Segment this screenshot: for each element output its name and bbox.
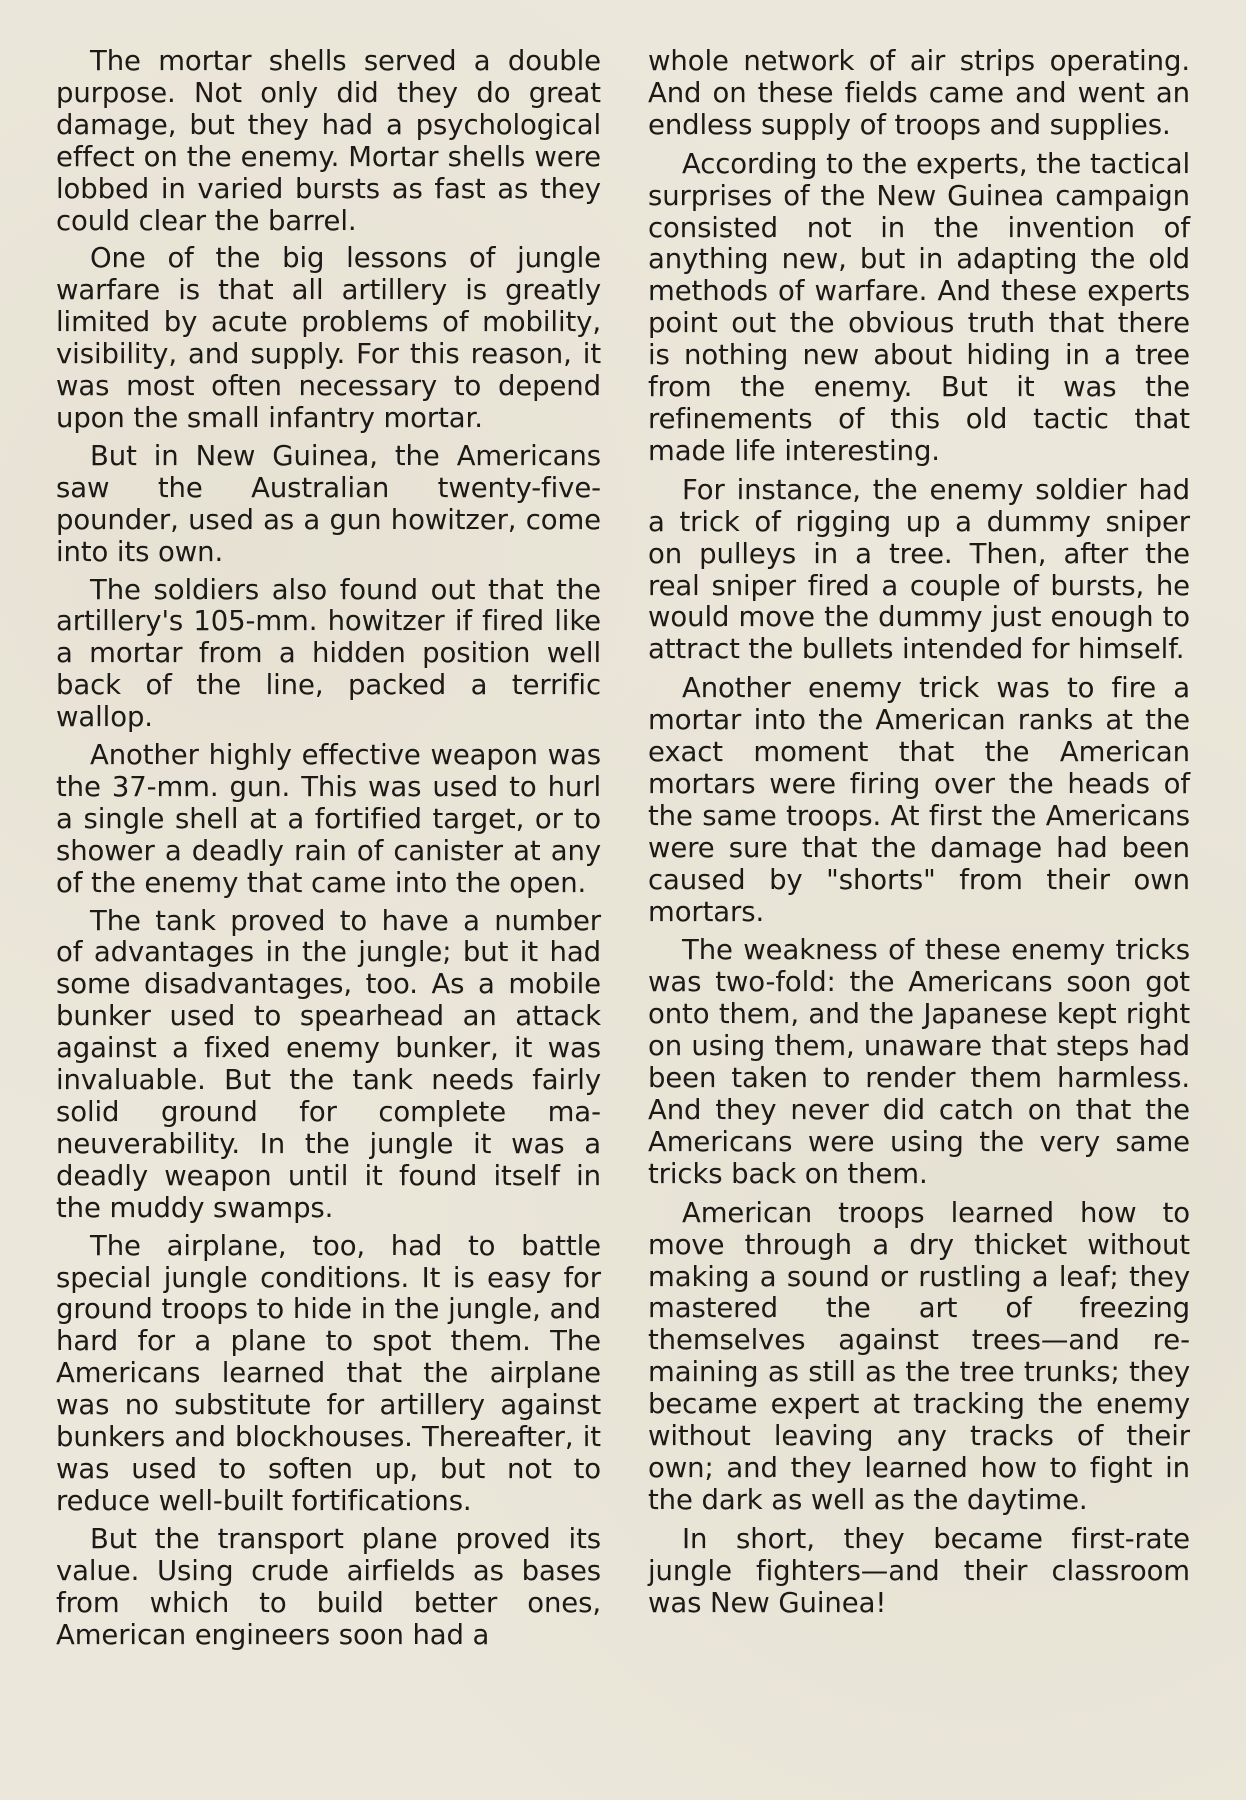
paragraph: The mortar shells served a double purpose. Not only did they do great damage, but they had a psychological effect on the enemy. Mortar shells were lobbed in varied bursts as fast as they could clear the barrel. — [56, 45, 601, 237]
paragraph: Another highly effective weapon was the 37-mm. gun. This was used to hurl a single shell at a fortified target, or to shower a deadly rain of canister at any of the enemy that came into the open. — [56, 739, 601, 899]
paragraph: For instance, the enemy soldier had a trick of rigging up a dummy sniper on pulleys in a tree. Then, after the real sniper fired a couple of bursts, he would move the dummy just enough to attract the bullets intended for himself. — [648, 473, 1190, 666]
paragraph: The weakness of these enemy tricks was two-fold: the Americans soon got onto them, and the Japanese kept right on using them, unaware that steps had been taken to render them harmless. And they never did catch on that the Americans were using the very same tricks back on them. — [648, 934, 1190, 1190]
paragraph: According to the experts, the tactical surprises of the New Guinea campaign consisted not in the invention of anything new, but in adapting the old methods of warfare. And these experts point out the obvious truth that there is nothing new about hiding in a tree from the enemy. But it was the refinements of this old tactic that made life interesting. — [648, 147, 1190, 467]
left-column — [56, 46, 601, 1657]
paragraph: The tank proved to have a number of advantages in the jungle; but it had some disadvantages, too. As a mobile bunker used to spearhead an attack against a fixed enemy bunker, it was invaluable. But the tank needs fairly solid ground for complete maneuverability. In the jungle it was a deadly weapon until it found itself in the muddy swamps. — [56, 904, 601, 1224]
paragraph: The soldiers also found out that the artillery's 105-mm. howitzer if fired like a mortar from a hidden position well back of the line, packed a terrific wallop. — [56, 573, 601, 734]
paragraph: Another enemy trick was to fire a mortar into the American ranks at the exact moment that the American mortars were firing over the heads of the same troops. At first the Americans were sure that the damage had been caused by "shorts" from their own mortars. — [648, 672, 1190, 928]
paragraph: One of the big lessons of jungle warfare is that all artillery is greatly limited by acute problems of mobility, visibility, and supply. For this reason, it was most often necessary to depend upon the small infantry mortar. — [56, 242, 601, 434]
paragraph: In short, they became first-rate jungle fighters—and their classroom was New Guinea! — [648, 1522, 1190, 1619]
paragraph: But the transport plane proved its value. Using crude airfields as bases from which to build better ones, American engineers soon had a — [56, 1522, 601, 1651]
right-column — [648, 46, 1190, 1627]
paragraph: The airplane, too, had to battle special jungle conditions. It is easy for ground troops to hide in the jungle, and hard for a plane to spot them. The Americans learned that the airplane was no substitute for artillery against bunkers and blockhouses. Thereafter, it was used to soften up, but not to reduce well-built fortifications. — [56, 1229, 601, 1517]
paragraph: whole network of air strips operating. And on these fields came and went an endless supply of troops and supplies. — [648, 45, 1190, 141]
paragraph: But in New Guinea, the Americans saw the Australian twenty-five-pounder, used as a gun howitzer, come into its own. — [56, 439, 601, 568]
paragraph: American troops learned how to move through a dry thicket without making a sound or rustling a leaf; they mastered the art of freezing themselves against trees—and remaining as still as the tree trunks; they became expert at tracking the enemy without leaving any tracks of their own; and they learned how to fight in the dark as well as the daytime. — [648, 1196, 1190, 1516]
